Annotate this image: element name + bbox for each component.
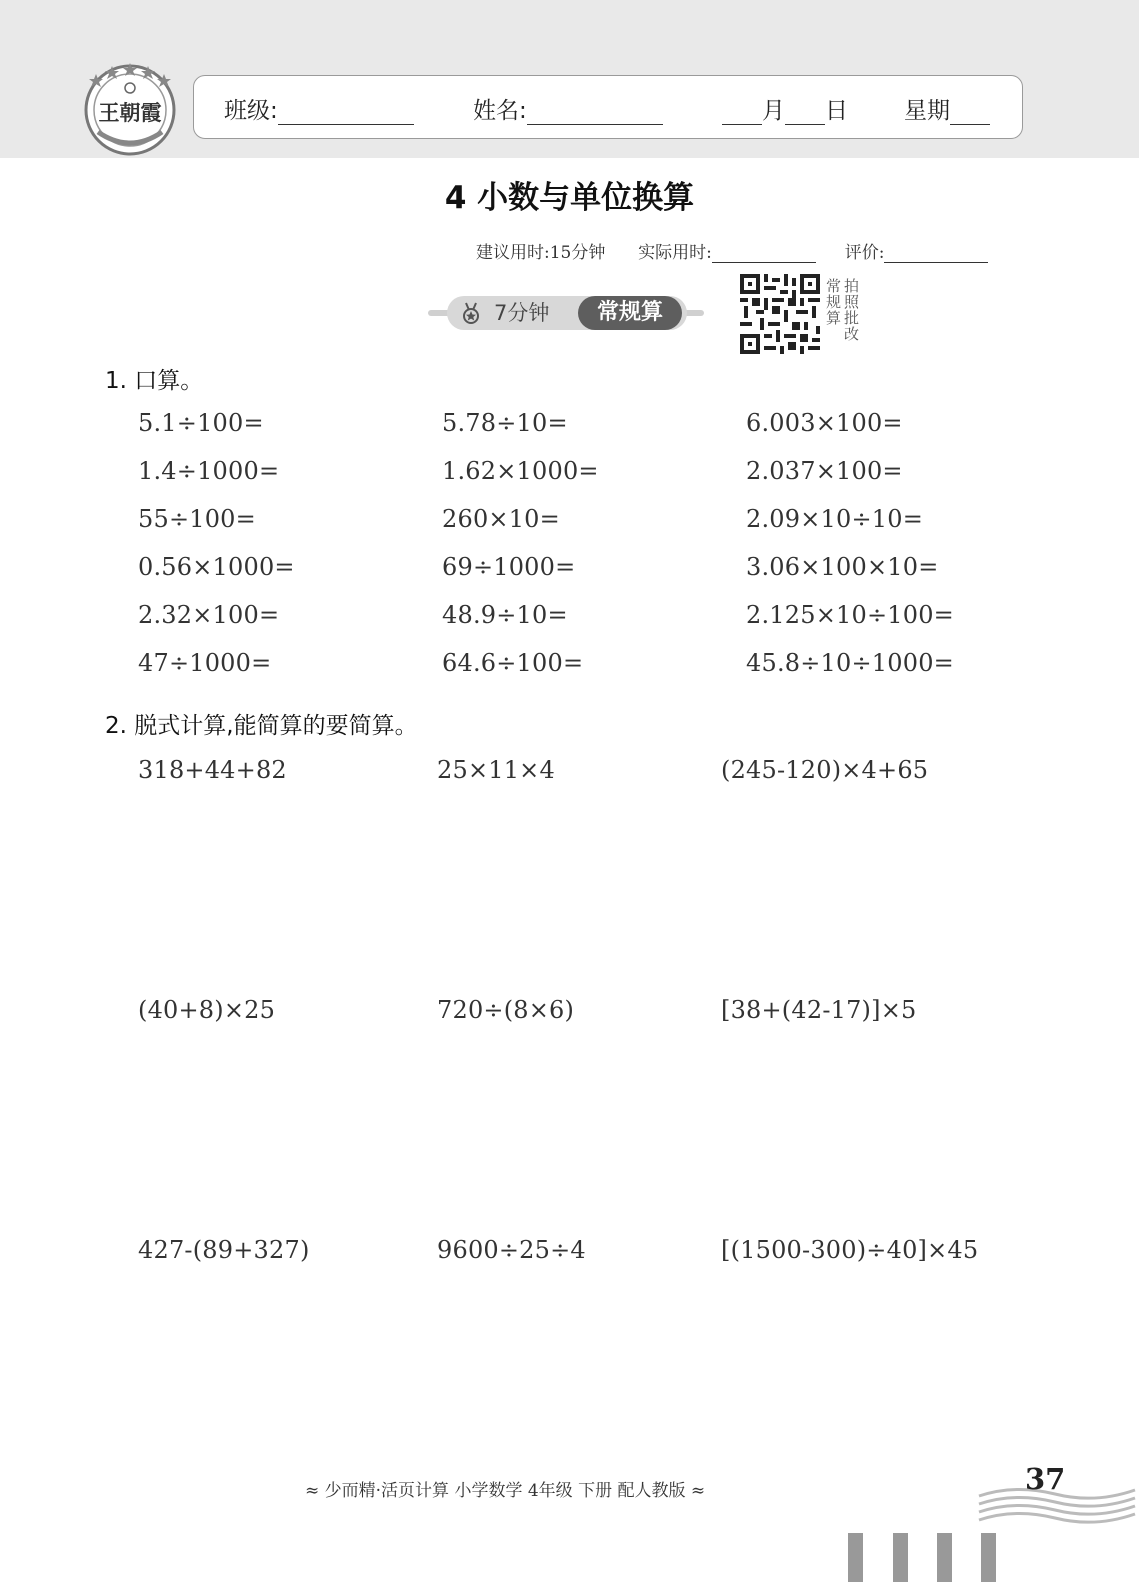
oral-item: 48.9÷10= (442, 601, 568, 629)
oral-item: 3.06×100×10= (746, 553, 939, 581)
edge-tab (937, 1533, 952, 1582)
weekday-field[interactable] (904, 92, 990, 125)
footer-series-line: ≈ 少而精·活页计算 小学数学 4年级 下册 配人教版 ≈ (305, 1481, 706, 1501)
day-blank[interactable] (785, 102, 825, 125)
badge-category: 常规算 (578, 296, 682, 330)
oral-item: 2.32×100= (138, 601, 280, 629)
name-field[interactable] (473, 92, 663, 125)
date-field[interactable] (722, 92, 848, 125)
weekday-blank[interactable] (950, 102, 990, 125)
page-title: 4 小数与单位换算 (444, 180, 695, 216)
oral-item: 2.09×10÷10= (746, 505, 924, 533)
oral-item: 5.78÷10= (442, 409, 568, 437)
oral-item: 55÷100= (138, 505, 256, 533)
oral-item: 1.4÷1000= (138, 457, 280, 485)
student-info-box (193, 75, 1023, 139)
evaluation-label: 评价: (844, 243, 885, 263)
name-label: 姓名: (473, 98, 527, 124)
month-blank[interactable] (722, 102, 762, 125)
calc-item: [(1500-300)÷40]×45 (721, 1236, 979, 1264)
calc-item: 720÷(8×6) (437, 996, 575, 1024)
page-number: 37 (1025, 1462, 1066, 1496)
wangzhaoxia-logo (82, 58, 178, 158)
badge-minutes: 7分钟 (494, 301, 550, 325)
medal-icon (459, 301, 483, 325)
class-field[interactable] (224, 92, 414, 125)
calc-item: 427-(89+327) (138, 1236, 310, 1264)
name-blank[interactable] (527, 102, 663, 125)
edge-tab (893, 1533, 908, 1582)
actual-time-label: 实际用时: (638, 243, 712, 263)
edge-tab (981, 1533, 996, 1582)
calc-item: 318+44+82 (138, 756, 287, 784)
actual-time-blank[interactable] (712, 244, 816, 263)
oral-item: 2.037×100= (746, 457, 903, 485)
calc-item: (245-120)×4+65 (721, 756, 929, 784)
class-label: 班级: (224, 98, 278, 124)
oral-item: 69÷1000= (442, 553, 576, 581)
oral-item: 0.56×1000= (138, 553, 295, 581)
weekday-label: 星期 (904, 98, 950, 124)
oral-item: 2.125×10÷100= (746, 601, 954, 629)
oral-item: 6.003×100= (746, 409, 903, 437)
oral-item: 5.1÷100= (138, 409, 264, 437)
timing-row (476, 238, 988, 263)
oral-item: 260×10= (442, 505, 560, 533)
qr-caption-right: 拍 照 批 改 (844, 277, 860, 343)
calc-item: (40+8)×25 (138, 996, 276, 1024)
question-2-heading: 2. 脱式计算,能简算的要简算。 (105, 713, 418, 739)
qr-code[interactable] (740, 274, 820, 354)
class-blank[interactable] (278, 102, 414, 125)
calc-item: [38+(42-17)]×5 (721, 996, 917, 1024)
calc-item: 9600÷25÷4 (437, 1236, 586, 1264)
calc-item: 25×11×4 (437, 756, 555, 784)
svg-text:王朝霞: 王朝霞 (98, 100, 162, 125)
day-label: 日 (825, 98, 848, 124)
oral-item: 45.8÷10÷1000= (746, 649, 954, 677)
qr-caption-left: 常 规 算 (826, 277, 842, 327)
suggested-time: 建议用时:15分钟 (476, 243, 606, 263)
question-1-heading: 1. 口算。 (105, 368, 204, 394)
edge-tab (848, 1533, 863, 1582)
evaluation-blank[interactable] (884, 244, 988, 263)
oral-item: 64.6÷100= (442, 649, 584, 677)
oral-item: 47÷1000= (138, 649, 272, 677)
oral-item: 1.62×1000= (442, 457, 599, 485)
month-label: 月 (762, 98, 785, 124)
